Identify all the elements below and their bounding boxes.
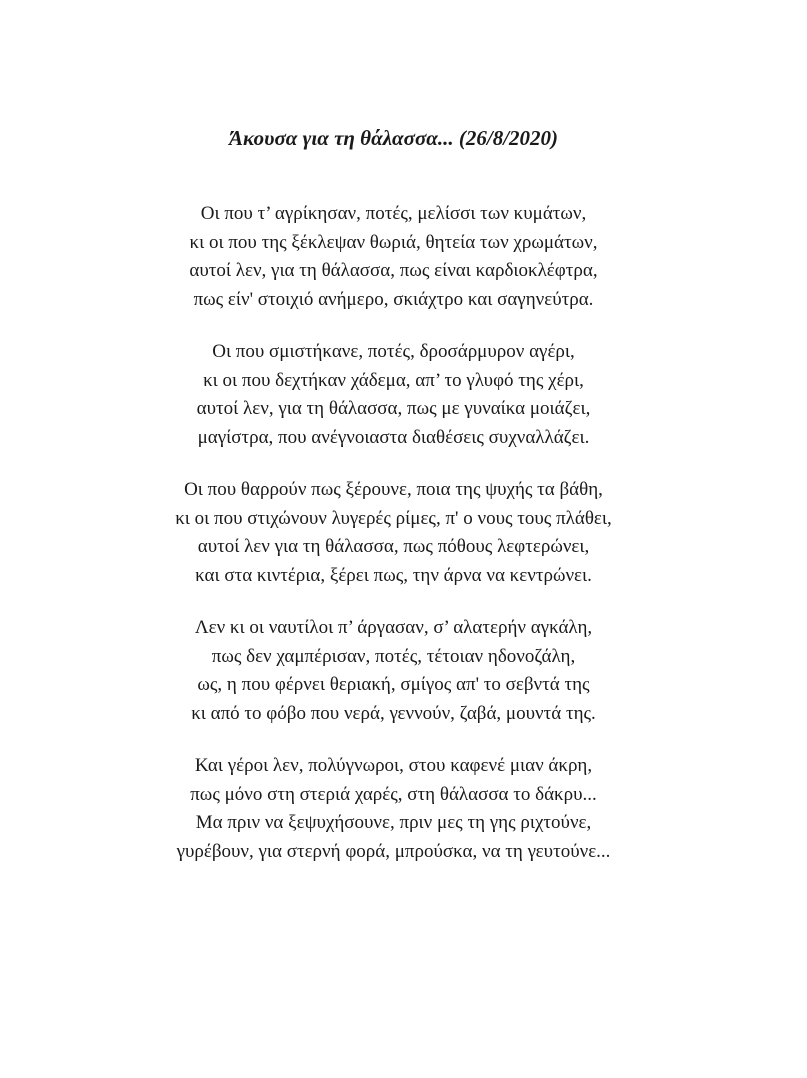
- poem-line: πως δεν χαμπέρισαν, ποτές, τέτοιαν ηδονοζάλη,: [211, 645, 576, 667]
- poem-line: Οι που τ’ αγρίκησαν, ποτές, μελίσσι των κυμάτων,: [200, 203, 587, 224]
- stanza-2: [0, 338, 787, 452]
- poem-line: Οι που θαρρούν πως ξέρουνε, ποια της ψυχής τα βάθη,: [184, 479, 603, 500]
- poem-line: αυτοί λεν, για τη θάλασσα, πως είναι καρδιοκλέφτρα,: [189, 260, 598, 281]
- poem-title: Άκουσα για τη θάλασσα... (26/8/2020): [228, 126, 559, 150]
- poem-line: αυτοί λεν, για τη θάλασσα, πως με γυναίκα μοιάζει,: [196, 398, 591, 419]
- poem-line: Λεν κι οι ναυτίλοι π’ άργασαν, σ’ αλατερήν αγκάλη,: [194, 617, 593, 638]
- poem-line: κι οι που δεχτήκαν χάδεμα, απ’ το γλυφό της χέρι,: [203, 369, 584, 391]
- stanza-5: [0, 752, 787, 866]
- poem-line: Οι που σμιστήκανε, ποτές, δροσάρμυρον αγέρι,: [212, 341, 575, 362]
- poem-line: κι οι που στιχώνουν λυγερές ρίμες, π' ο νους τους πλάθει,: [175, 507, 612, 529]
- stanza-1: [0, 200, 787, 314]
- poem-line: και στα κιντέρια, ξέρει πως, την άρνα να κεντρώνει.: [195, 564, 592, 586]
- stanza-4: [0, 614, 787, 728]
- poem-line: γυρέβουν, για στερνή φορά, μπρούσκα, να τη γευτούνε...: [176, 840, 611, 862]
- poem-line: κι από το φόβο που νερά, γεννούν, ζαβά, μουντά της.: [191, 702, 596, 724]
- poem-line: μαγίστρα, που ανέγνοιαστα διαθέσεις συχναλλάζει.: [197, 426, 590, 448]
- stanza-3: [0, 476, 787, 590]
- poem-line: ως, η που φέρνει θεριακή, σμίγος απ' το σεβντά της: [197, 674, 590, 695]
- poem-line: αυτοί λεν για τη θάλασσα, πως πόθους λεφτερώνει,: [197, 536, 590, 557]
- poem-line: κι οι που της ξέκλεψαν θωριά, θητεία των χρωμάτων,: [189, 231, 598, 253]
- poem-line: Μα πριν να ξεψυχήσουνε, πριν μες τη γης ριχτούνε,: [195, 812, 592, 833]
- poem-body: [0, 200, 787, 890]
- poem-line: πως είν' στοιχιό ανήμερο, σκιάχτρο και σαγηνεύτρα.: [193, 288, 594, 310]
- poem-line: πως μόνο στη στεριά χαρές, στη θάλασσα το δάκρυ...: [190, 783, 597, 805]
- poem-line: Και γέροι λεν, πολύγνωροι, στου καφενέ μιαν άκρη,: [194, 755, 593, 776]
